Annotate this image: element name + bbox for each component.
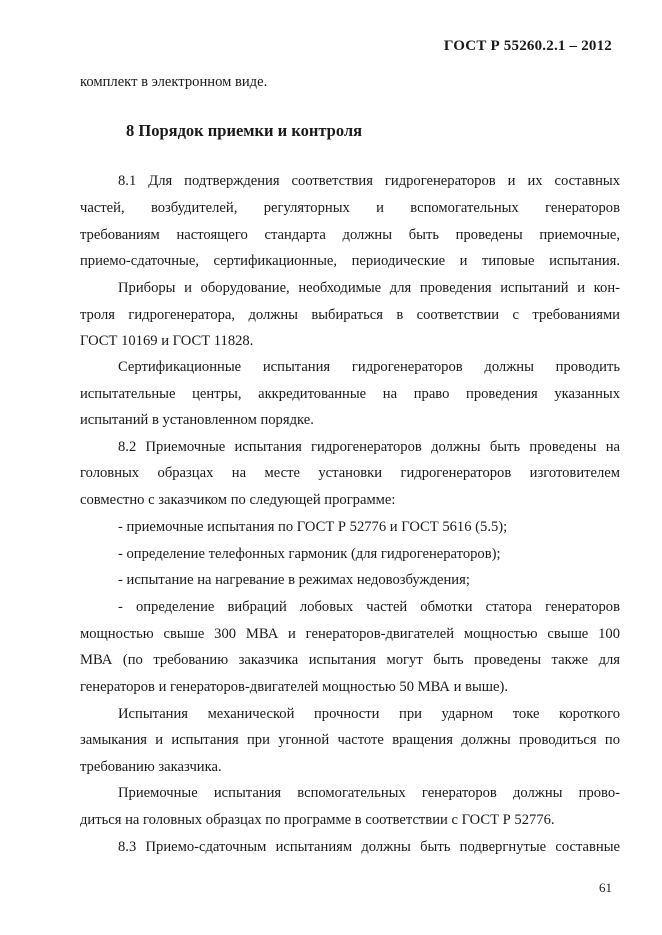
text-line: требованиям настоящего стандарта должны быть проведены приемочные,	[80, 227, 620, 243]
text-line: генераторов и генераторов-двигателей мощностью 50 МВА и выше).	[80, 679, 508, 695]
text-line: 8.3 Приемо-сдаточным испытаниям должны быть подвергнутые составные	[118, 839, 620, 855]
text-line: МВА (по требованию заказчика испытания могут быть проведены также для	[80, 652, 620, 668]
section-title: 8 Порядок приемки и контроля	[126, 121, 363, 140]
list-item: - определение вибраций лобовых частей обмотки статора генераторов	[118, 599, 620, 615]
text-line: 8.2 Приемочные испытания гидрогенераторов должны быть проведены на	[118, 439, 620, 455]
text-line: частей, возбудителей, регуляторных и вспомогательных генераторов	[80, 200, 620, 216]
text-line: испытаний в установленном порядке.	[80, 412, 314, 428]
text-line: мощностью свыше 300 МВА и генераторов-двигателей мощностью свыше 100	[80, 626, 620, 642]
text-line: требованию заказчика.	[80, 759, 222, 775]
text-line: Приборы и оборудование, необходимые для проведения испытаний и кон-	[118, 280, 620, 296]
text-line: Испытания механической прочности при ударном токе короткого	[118, 706, 620, 722]
text-line: замыкания и испытания при угонной частоте вращения должны проводиться по	[80, 732, 620, 748]
text-line: троля гидрогенератора, должны выбираться в соответствии с требованиями	[80, 307, 620, 323]
text-line: Приемочные испытания вспомогательных генераторов должны прово-	[118, 785, 620, 801]
text-line: головных образцах на месте установки гидрогенераторов изготовителем	[80, 465, 620, 481]
text-line: комплект в электронном виде.	[80, 74, 268, 90]
text-line: 8.1 Для подтверждения соответствия гидрогенераторов и их составных	[118, 173, 620, 189]
text-line: совместно с заказчиком по следующей программе:	[80, 492, 396, 508]
text-line: диться на головных образцах по программе в соответствии с ГОСТ Р 52776.	[80, 812, 555, 828]
list-item: - приемочные испытания по ГОСТ Р 52776 и ГОСТ 5616 (5.5);	[118, 519, 508, 535]
page-number: 61	[599, 880, 612, 895]
text-line: ГОСТ 10169 и ГОСТ 11828.	[80, 333, 254, 349]
document-code-header: ГОСТ Р 55260.2.1 – 2012	[443, 38, 612, 54]
text-line: Сертификационные испытания гидрогенераторов должны проводить	[118, 359, 620, 375]
list-item: - испытание на нагревание в режимах недовозбуждения;	[118, 572, 470, 588]
text-line: приемо-сдаточные, сертификационные, периодические и типовые испытания.	[80, 253, 620, 269]
text-line: испытательные центры, аккредитованные на право проведения указанных	[80, 386, 620, 402]
list-item: - определение телефонных гармоник (для гидрогенераторов);	[118, 546, 501, 562]
